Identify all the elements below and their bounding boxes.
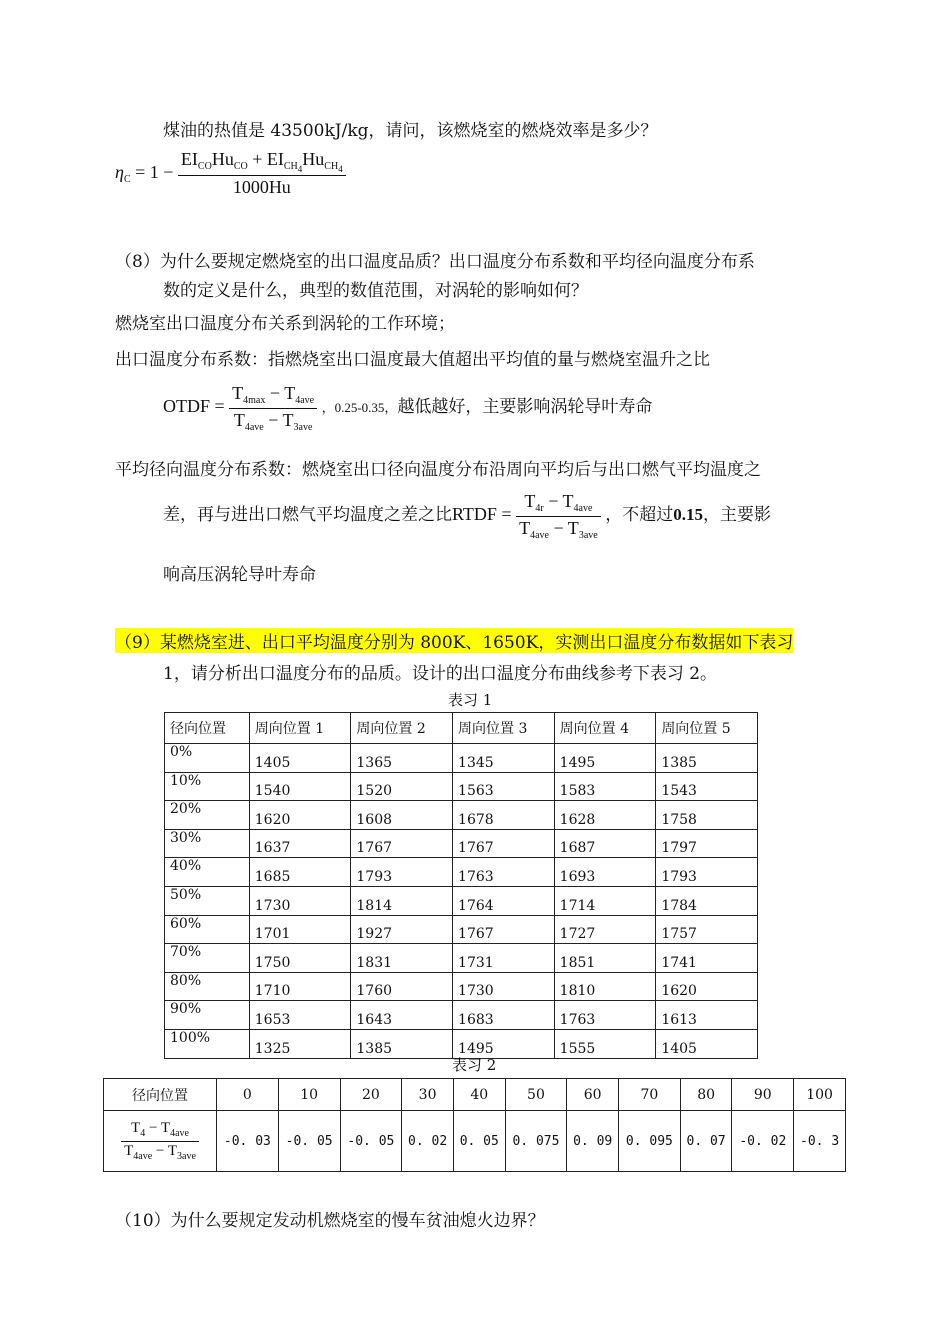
table-row: 60% 1701 1927 1767 1727 1757 bbox=[165, 915, 758, 944]
rtdf-limit: 0.15 bbox=[673, 504, 703, 524]
question-9-line1-highlighted: （9）某燃烧室进、出口平均温度分别为 800K、1650K，实测出口温度分布数据如下表习 bbox=[115, 628, 793, 653]
otdf-formula: OTDF = $\frac{T_{4max} - T_{4ave}}{T_{4ave} - T_{3ave}}$ ，0.25-0.35，越低越好，主要影响涡轮导叶寿命 bbox=[163, 383, 653, 433]
table-2 bbox=[103, 1078, 846, 1172]
question-8-line2: 数的定义是什么，典型的数值范围，对涡轮的影响如何？ bbox=[163, 281, 588, 301]
table-row: 0% 1405 1365 1345 1495 1385 bbox=[165, 744, 758, 773]
table-cell: -0. 03 bbox=[217, 1111, 279, 1172]
header-cell: 80 bbox=[680, 1079, 732, 1111]
header-cell: 周向位置 4 bbox=[554, 713, 656, 744]
formula-symbol: η bbox=[115, 161, 124, 182]
table-cell: 0. 09 bbox=[567, 1111, 619, 1172]
question-text: 煤油的热值是 43500kJ/kg，请问，该燃烧室的燃烧效率是多少？ bbox=[163, 121, 658, 141]
table-row: 70% 1750 1831 1731 1851 1741 bbox=[165, 944, 758, 973]
question-8-line1: （8）为什么要规定燃烧室的出口温度品质？出口温度分布系数和平均径向温度分布系 bbox=[115, 252, 755, 272]
efficiency-fraction bbox=[178, 148, 346, 200]
table-cell: 0. 07 bbox=[680, 1111, 732, 1172]
header-cell: 50 bbox=[505, 1079, 567, 1111]
header-cell: 周向位置 5 bbox=[656, 713, 758, 744]
answer-line: 响高压涡轮导叶寿命 bbox=[163, 565, 316, 585]
table-row: 90% 1653 1643 1683 1763 1613 bbox=[165, 1001, 758, 1030]
rtdf-formula: 差，再与进出口燃气平均温度之差之比RTDF = $\frac{T_{4r} - T_{4ave}}{T_{4ave} - T_{3ave}}$ ，不超过0.15，主要影 bbox=[163, 491, 771, 541]
header-cell: 20 bbox=[340, 1079, 402, 1111]
question-10: （10）为什么要规定发动机燃烧室的慢车贫油熄火边界？ bbox=[115, 1211, 545, 1231]
header-cell: 径向位置 bbox=[165, 713, 250, 744]
row-label-formula: $\frac{T_4 - T_{4ave}}{T_{4ave} - T_{3ave}}$ bbox=[104, 1111, 217, 1172]
header-cell: 60 bbox=[567, 1079, 619, 1111]
table-cell: -0. 05 bbox=[340, 1111, 402, 1172]
answer-line: 平均径向温度分布系数：燃烧室出口径向温度分布沿周向平均后与出口燃气平均温度之 bbox=[115, 460, 761, 480]
table-1 bbox=[164, 712, 758, 1059]
table-row: 80% 1710 1760 1730 1810 1620 bbox=[165, 972, 758, 1001]
table-cell: -0. 3 bbox=[794, 1111, 846, 1172]
answer-line: 出口温度分布系数：指燃烧室出口温度最大值超出平均值的量与燃烧室温升之比 bbox=[115, 350, 710, 370]
table-header-row bbox=[165, 713, 758, 744]
header-cell: 70 bbox=[619, 1079, 681, 1111]
header-cell: 100 bbox=[794, 1079, 846, 1111]
header-cell: 径向位置 bbox=[104, 1079, 217, 1111]
table-row: 20% 1620 1608 1678 1628 1758 bbox=[165, 801, 758, 830]
header-cell: 30 bbox=[402, 1079, 454, 1111]
header-cell: 周向位置 2 bbox=[351, 713, 453, 744]
rtdf-fraction: $\frac{T_{4r} - T_{4ave}}{T_{4ave} - T_{3ave}}$ bbox=[516, 490, 601, 542]
table-cell: 0. 095 bbox=[619, 1111, 681, 1172]
table2-caption: 表习 2 bbox=[452, 1056, 497, 1074]
table-row: 30% 1637 1767 1767 1687 1797 bbox=[165, 829, 758, 858]
header-cell: 10 bbox=[278, 1079, 340, 1111]
header-cell: 周向位置 1 bbox=[249, 713, 351, 744]
fraction-numerator: $EI_{CO}Hu_{CO} + EI_{CH4}Hu_{CH4}$ bbox=[178, 148, 346, 176]
otdf-fraction: $\frac{T_{4max} - T_{4ave}}{T_{4ave} - T_{3ave}}$ bbox=[229, 382, 317, 434]
efficiency-formula: $\eta_C = 1$ − $\frac{EI_{CO}Hu_{CO} + EI_{CH4}Hu_{CH4}}{1000Hu}$ bbox=[115, 148, 346, 200]
table-row: 50% 1730 1814 1764 1714 1784 bbox=[165, 886, 758, 915]
table-cell: 0. 05 bbox=[453, 1111, 505, 1172]
header-cell: 0 bbox=[217, 1079, 279, 1111]
table-cell: 0. 075 bbox=[505, 1111, 567, 1172]
table-header-row bbox=[104, 1079, 846, 1111]
answer-line: 燃烧室出口温度分布关系到涡轮的工作环境； bbox=[115, 314, 455, 334]
otdf-description: 越低越好，主要影响涡轮导叶寿命 bbox=[397, 396, 653, 416]
table-row: 100% 1325 1385 1495 1555 1405 bbox=[165, 1029, 758, 1058]
table-row: 10% 1540 1520 1563 1583 1543 bbox=[165, 772, 758, 801]
header-cell: 90 bbox=[732, 1079, 794, 1111]
header-cell: 周向位置 3 bbox=[453, 713, 555, 744]
table1-caption: 表习 1 bbox=[448, 691, 493, 709]
table-row bbox=[104, 1111, 846, 1172]
header-cell: 40 bbox=[453, 1079, 505, 1111]
question-9-line2: 1，请分析出口温度分布的品质。设计的出口温度分布曲线参考下表习 2。 bbox=[163, 664, 718, 684]
fraction-denominator: 1000Hu bbox=[232, 177, 291, 198]
table-cell: -0. 02 bbox=[732, 1111, 794, 1172]
otdf-range: ，0.25-0.35， bbox=[321, 399, 398, 415]
table-row: 40% 1685 1793 1763 1693 1793 bbox=[165, 858, 758, 887]
table-cell: -0. 05 bbox=[278, 1111, 340, 1172]
table-cell: 0. 02 bbox=[402, 1111, 454, 1172]
